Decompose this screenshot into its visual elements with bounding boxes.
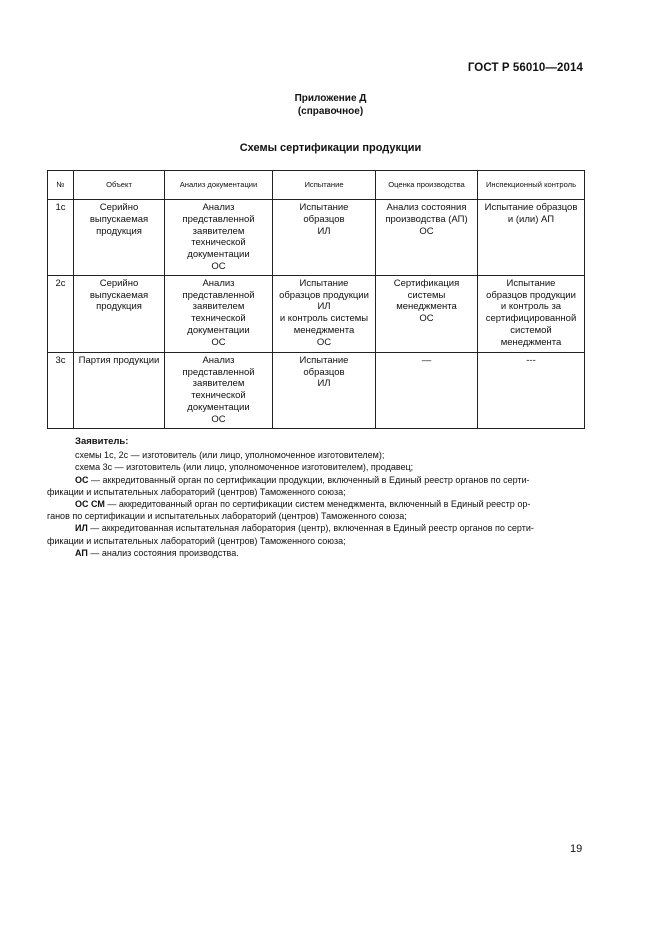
appendix-title: Приложение Д <box>294 93 367 104</box>
legend-term-ap: АП — анализ состояния производства. <box>75 547 239 558</box>
legend-term-os-continuation: фикации и испытательных лабораторий (центров) Таможенного союза; <box>47 486 346 497</box>
legend-applicant-line: схема 3с — изготовитель (или лицо, уполномоченное изготовителем), продавец; <box>75 462 414 473</box>
table-row <box>48 275 585 352</box>
cell-testing: Испытание образцов ИЛ <box>273 352 376 428</box>
cell-number: 1с <box>48 200 74 276</box>
column-header-object: Объект <box>74 171 165 200</box>
cell-inspection-control: Испытание образцов продукции и контроль за сертифицированной системой менеджмента <box>478 275 585 352</box>
legend-term-os-sm-continuation: ганов по сертификации и испытательных лабораторий (центров) Таможенного союза; <box>47 511 407 522</box>
cell-testing: Испытание образцов продукции ИЛ и контроль системы менеджмента ОС <box>273 275 376 352</box>
column-header-testing: Испытание <box>273 171 376 200</box>
document-code: ГОСТ Р 56010—2014 <box>467 62 583 74</box>
cell-production-assessment: Анализ состояния производства (АП) ОС <box>376 200 478 276</box>
column-header-inspection-control: Инспекционный контроль <box>478 171 585 200</box>
certification-schemes-table <box>47 170 585 429</box>
cell-inspection-control: --- <box>478 352 585 428</box>
cell-object: Серийно выпускаемая продукция <box>74 200 165 276</box>
cell-testing: Испытание образцов ИЛ <box>273 200 376 276</box>
cell-production-assessment: Сертификация системы менеджмента ОС <box>376 275 478 352</box>
cell-object: Серийно выпускаемая продукция <box>74 275 165 352</box>
column-header-doc-analysis: Анализ документации <box>165 171 273 200</box>
table-row <box>48 200 585 276</box>
cell-production-assessment: — <box>376 352 478 428</box>
cell-object: Партия продукции <box>74 352 165 428</box>
legend-heading: Заявитель: <box>75 436 129 447</box>
cell-doc-analysis: Анализ представленной заявителем технической документации ОС <box>165 352 273 428</box>
table-header-row <box>48 171 585 200</box>
table-row <box>48 352 585 428</box>
cell-doc-analysis: Анализ представленной заявителем технической документации ОС <box>165 275 273 352</box>
legend-term-il-continuation: фикации и испытательных лабораторий (центров) Таможенного союза; <box>47 535 346 546</box>
column-header-production-assessment: Оценка производства <box>376 171 478 200</box>
legend <box>47 436 585 559</box>
legend-applicant-line: схемы 1с, 2с — изготовитель (или лицо, уполномоченное изготовителем); <box>75 450 385 461</box>
page-number: 19 <box>570 843 583 855</box>
cell-inspection-control: Испытание образцов и (или) АП <box>478 200 585 276</box>
legend-term-os: ОС — аккредитованный орган по сертификации продукции, включенный в Единый реестр органов по серти- <box>75 474 530 485</box>
appendix-subtitle: (справочное) <box>297 106 364 117</box>
appendix-heading <box>0 92 661 118</box>
column-header-number: № <box>48 171 74 200</box>
cell-number: 2с <box>48 275 74 352</box>
legend-term-os-sm: ОС СМ — аккредитованный орган по сертификации систем менеджмента, включенный в Единый реестр ор- <box>75 499 531 510</box>
cell-doc-analysis: Анализ представленной заявителем технической документации ОС <box>165 200 273 276</box>
table-title: Схемы сертификации продукции <box>239 142 422 154</box>
legend-term-il: ИЛ — аккредитованная испытательная лаборатория (центр), включенная в Единый реестр органов по серти- <box>75 523 534 534</box>
cell-number: 3с <box>48 352 74 428</box>
